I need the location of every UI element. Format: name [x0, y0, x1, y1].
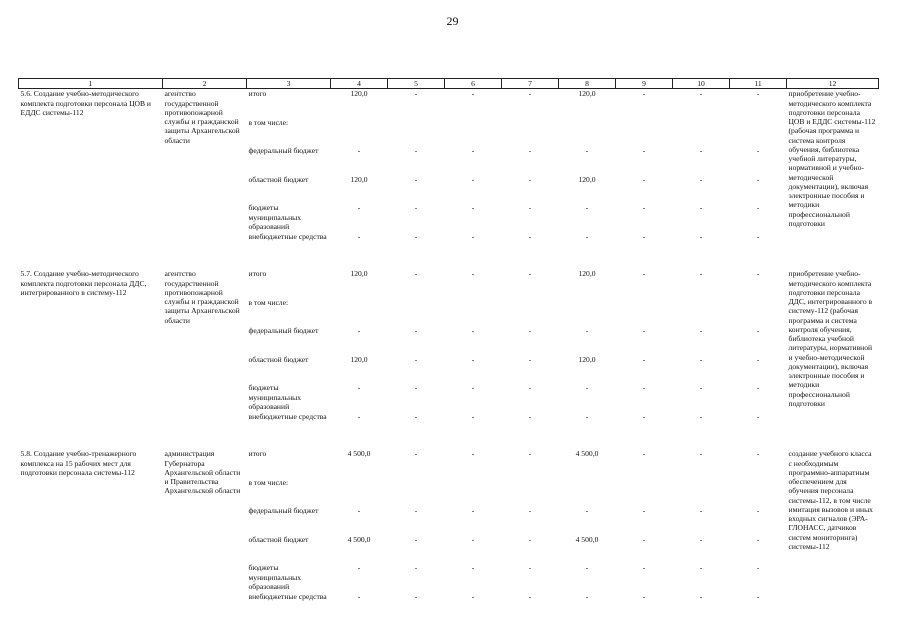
- amount-cell: -: [642, 89, 646, 99]
- amount-cell: -: [585, 326, 589, 336]
- amount-cell: -: [528, 354, 532, 364]
- amount-cell: 4 500,0: [575, 534, 599, 544]
- amount-cell: -: [699, 146, 703, 156]
- amount-cell: -: [585, 383, 589, 393]
- value-column-8: [559, 269, 616, 440]
- amount-cell: -: [699, 534, 703, 544]
- amount-cell: -: [699, 203, 703, 213]
- amount-cell: -: [471, 449, 475, 459]
- amount-cell: -: [471, 203, 475, 213]
- amount-cell: -: [414, 89, 418, 99]
- value-column-10: [673, 269, 730, 440]
- amount-cell: -: [471, 269, 475, 279]
- amount-cell: -: [699, 326, 703, 336]
- amount-cell: [333, 298, 386, 327]
- amount-cell: -: [528, 326, 532, 336]
- value-column-9: [616, 449, 673, 620]
- funding-source-label: итого: [248, 449, 267, 459]
- amount-cell: -: [699, 506, 703, 516]
- value-column-9: [616, 269, 673, 440]
- column-number-row: [19, 79, 879, 89]
- amount-cell: -: [756, 231, 760, 241]
- row-spacer: [19, 260, 879, 269]
- amount-cell: 4 500,0: [575, 449, 599, 459]
- value-column-4: [331, 89, 388, 261]
- amount-cell: -: [414, 383, 418, 393]
- program-table: [18, 78, 879, 620]
- amount-cell: -: [756, 449, 760, 459]
- amount-cell: [504, 298, 557, 327]
- amount-cell: -: [414, 354, 418, 364]
- amount-cell: -: [756, 411, 760, 421]
- amount-cell: -: [414, 449, 418, 459]
- amount-cell: [504, 118, 557, 147]
- row-spacer: [19, 440, 879, 449]
- responsible-agency: администрация Губернатора Архангельской области и Правительства Архангельской области: [164, 449, 241, 496]
- value-column-8: [559, 89, 616, 261]
- amount-cell: -: [414, 326, 418, 336]
- column-number-6: 6: [445, 79, 502, 89]
- amount-cell: -: [642, 563, 646, 573]
- amount-cell: -: [357, 563, 361, 573]
- amount-cell: -: [357, 231, 361, 241]
- amount-cell: -: [699, 89, 703, 99]
- amount-cell: -: [414, 563, 418, 573]
- amount-cell: 4 500,0: [347, 449, 371, 459]
- amount-cell: -: [414, 411, 418, 421]
- amount-cell: -: [756, 354, 760, 364]
- value-column-9: [616, 89, 673, 261]
- amount-cell: [618, 298, 671, 327]
- value-column-5: [388, 449, 445, 620]
- activity-name: 5.7. Создание учебно-методического комплекта подготовки персонала ДДС, интегрированного в систему-112: [20, 269, 147, 297]
- funding-source-label: бюджеты муниципальных образований: [248, 383, 302, 411]
- amount-cell: [732, 118, 785, 147]
- amount-cell: -: [414, 591, 418, 601]
- funding-source-label: областной бюджет: [248, 174, 309, 184]
- amount-cell: 120,0: [350, 269, 368, 279]
- value-column-6: [445, 89, 502, 261]
- amount-cell: -: [642, 506, 646, 516]
- amount-cell: -: [642, 383, 646, 393]
- amount-cell: [390, 118, 443, 147]
- funding-source-label: бюджеты муниципальных образований: [248, 563, 302, 591]
- amount-cell: -: [585, 411, 589, 421]
- amount-cell: [675, 118, 728, 147]
- amount-cell: [561, 478, 614, 507]
- amount-cell: -: [528, 506, 532, 516]
- amount-cell: -: [528, 383, 532, 393]
- amount-cell: -: [642, 269, 646, 279]
- amount-cell: -: [642, 591, 646, 601]
- amount-cell: -: [642, 146, 646, 156]
- activity-name: 5.8. Создание учебно-тренажерного комплекса на 15 рабочих мест для подготовки персонала системы-112: [20, 449, 137, 477]
- funding-source-label: федеральный бюджет: [248, 146, 319, 156]
- value-column-4: [331, 269, 388, 440]
- column-number-11: 11: [730, 79, 787, 89]
- amount-cell: -: [471, 354, 475, 364]
- funding-source-label: итого: [248, 89, 267, 99]
- amount-cell: -: [471, 326, 475, 336]
- amount-cell: -: [528, 146, 532, 156]
- responsible-agency: агентство государственной противопожарной службы и гражданской защиты Архангельской области: [164, 89, 240, 145]
- responsible-agency: агентство государственной противопожарной службы и гражданской защиты Архангельской области: [164, 269, 240, 325]
- amount-cell: -: [642, 411, 646, 421]
- expected-result: создание учебного класса с необходимым программно-аппаратным обеспечением для обучения персонала системы-112, в том числе имитация вызовов и иных входных сигналов (ЭРА-ГЛОНАСС, датчиков систем мониторинга) системы-112: [788, 449, 873, 551]
- column-number-4: 4: [331, 79, 388, 89]
- funding-source-label: федеральный бюджет: [248, 326, 319, 336]
- column-number-5: 5: [388, 79, 445, 89]
- funding-source-label: областной бюджет: [248, 534, 309, 544]
- amount-cell: -: [414, 231, 418, 241]
- amount-cell: -: [699, 269, 703, 279]
- amount-cell: [447, 298, 500, 327]
- amount-cell: -: [585, 563, 589, 573]
- column-number-9: 9: [616, 79, 673, 89]
- amount-cell: 120,0: [578, 174, 596, 184]
- amount-cell: -: [357, 591, 361, 601]
- amount-cell: -: [414, 174, 418, 184]
- funding-source-label: бюджеты муниципальных образований: [248, 203, 302, 231]
- amount-cell: -: [642, 449, 646, 459]
- amount-cell: -: [585, 146, 589, 156]
- amount-cell: -: [471, 506, 475, 516]
- value-column-4: [331, 449, 388, 620]
- amount-cell: -: [699, 174, 703, 184]
- amount-cell: -: [528, 411, 532, 421]
- amount-cell: [675, 298, 728, 327]
- amount-cell: -: [756, 534, 760, 544]
- amount-cell: -: [699, 354, 703, 364]
- amount-cell: -: [642, 174, 646, 184]
- value-column-8: [559, 449, 616, 620]
- program-row: [19, 89, 879, 261]
- amount-cell: [618, 478, 671, 507]
- amount-cell: -: [528, 174, 532, 184]
- amount-cell: -: [756, 269, 760, 279]
- amount-cell: 120,0: [350, 354, 368, 364]
- amount-cell: -: [471, 231, 475, 241]
- amount-cell: [561, 298, 614, 327]
- amount-cell: 120,0: [578, 269, 596, 279]
- amount-cell: -: [528, 203, 532, 213]
- funding-source-list: [247, 89, 331, 261]
- amount-cell: -: [471, 563, 475, 573]
- amount-cell: -: [528, 89, 532, 99]
- value-column-11: [730, 449, 787, 620]
- page-number: 29: [446, 14, 459, 28]
- amount-cell: -: [756, 203, 760, 213]
- funding-source-label: в том числе:: [248, 297, 289, 307]
- amount-cell: -: [756, 506, 760, 516]
- amount-cell: -: [756, 146, 760, 156]
- column-number-7: 7: [502, 79, 559, 89]
- value-column-5: [388, 269, 445, 440]
- amount-cell: 120,0: [350, 89, 368, 99]
- amount-cell: [732, 478, 785, 507]
- value-column-10: [673, 89, 730, 261]
- amount-cell: -: [528, 231, 532, 241]
- row-spacer-cell: [19, 260, 879, 269]
- amount-cell: [732, 298, 785, 327]
- column-number-2: 2: [163, 79, 247, 89]
- value-column-11: [730, 269, 787, 440]
- amount-cell: -: [414, 269, 418, 279]
- amount-cell: -: [642, 231, 646, 241]
- amount-cell: [561, 118, 614, 147]
- amount-cell: -: [471, 146, 475, 156]
- activity-name: 5.6. Создание учебно-методического комплекта подготовки персонала ЦОВ и ЕДДС системы-112: [20, 89, 151, 117]
- row-spacer-cell: [19, 440, 879, 449]
- amount-cell: [333, 478, 386, 507]
- column-number-12: 12: [787, 79, 879, 89]
- value-column-7: [502, 449, 559, 620]
- amount-cell: [618, 118, 671, 147]
- expected-result: приобретение учебно-методического комплекта подготовки персонала ЦОВ и ЕДДС системы-112 (рабочая программа и система контроля обучения, библиотека учебной литературы, нормативной и учебно-методической документации), включая электронные пособия и методики профессиональной подготовки: [788, 89, 876, 228]
- amount-cell: -: [756, 326, 760, 336]
- amount-cell: -: [357, 411, 361, 421]
- amount-cell: -: [528, 534, 532, 544]
- column-number-8: 8: [559, 79, 616, 89]
- amount-cell: -: [357, 383, 361, 393]
- column-number-10: 10: [673, 79, 730, 89]
- amount-cell: -: [414, 203, 418, 213]
- amount-cell: -: [642, 326, 646, 336]
- value-column-6: [445, 449, 502, 620]
- value-column-7: [502, 89, 559, 261]
- amount-cell: [447, 118, 500, 147]
- amount-cell: -: [528, 269, 532, 279]
- amount-cell: -: [642, 354, 646, 364]
- amount-cell: -: [357, 146, 361, 156]
- funding-source-label: в том числе:: [248, 117, 289, 127]
- program-row: [19, 449, 879, 620]
- amount-cell: -: [699, 411, 703, 421]
- program-row: [19, 269, 879, 440]
- amount-cell: -: [414, 146, 418, 156]
- column-number-3: 3: [247, 79, 331, 89]
- funding-source-list: [247, 449, 331, 620]
- amount-cell: -: [756, 89, 760, 99]
- funding-source-label: внебюджетные средства: [248, 411, 327, 421]
- amount-cell: -: [357, 203, 361, 213]
- funding-source-list: [247, 269, 331, 440]
- amount-cell: 120,0: [578, 354, 596, 364]
- amount-cell: -: [585, 591, 589, 601]
- amount-cell: 120,0: [350, 174, 368, 184]
- amount-cell: -: [585, 506, 589, 516]
- amount-cell: -: [471, 591, 475, 601]
- amount-cell: -: [528, 449, 532, 459]
- value-column-6: [445, 269, 502, 440]
- amount-cell: -: [699, 591, 703, 601]
- amount-cell: [390, 298, 443, 327]
- amount-cell: -: [357, 326, 361, 336]
- amount-cell: [504, 478, 557, 507]
- amount-cell: -: [357, 506, 361, 516]
- value-column-11: [730, 89, 787, 261]
- amount-cell: [675, 478, 728, 507]
- amount-cell: -: [699, 231, 703, 241]
- funding-source-label: федеральный бюджет: [248, 506, 319, 516]
- value-column-10: [673, 449, 730, 620]
- amount-cell: -: [471, 174, 475, 184]
- funding-source-label: итого: [248, 269, 267, 279]
- amount-cell: -: [528, 591, 532, 601]
- funding-source-label: внебюджетные средства: [248, 231, 327, 241]
- funding-source-label: областной бюджет: [248, 354, 309, 364]
- amount-cell: -: [471, 383, 475, 393]
- expected-result: приобретение учебно-методического комплекта подготовки персонала ДДС, интегрированного в систему-112 (рабочая программа и система контроля обучения, библиотека учебной литературы, нормативной и учебно-методической документации), включая электронные пособия и методики профессиональной подготовки: [788, 269, 873, 408]
- amount-cell: 4 500,0: [347, 534, 371, 544]
- amount-cell: -: [756, 174, 760, 184]
- funding-source-label: в том числе:: [248, 477, 289, 487]
- amount-cell: -: [585, 231, 589, 241]
- amount-cell: -: [642, 534, 646, 544]
- amount-cell: -: [585, 203, 589, 213]
- amount-cell: [447, 478, 500, 507]
- amount-cell: 120,0: [578, 89, 596, 99]
- amount-cell: -: [642, 203, 646, 213]
- value-column-5: [388, 89, 445, 261]
- value-column-7: [502, 269, 559, 440]
- amount-cell: -: [699, 383, 703, 393]
- amount-cell: -: [756, 591, 760, 601]
- amount-cell: -: [414, 534, 418, 544]
- amount-cell: -: [471, 89, 475, 99]
- amount-cell: -: [471, 534, 475, 544]
- amount-cell: -: [699, 449, 703, 459]
- column-number-1: 1: [19, 79, 163, 89]
- amount-cell: [390, 478, 443, 507]
- amount-cell: -: [471, 411, 475, 421]
- funding-source-label: внебюджетные средства: [248, 591, 327, 601]
- amount-cell: -: [414, 506, 418, 516]
- amount-cell: -: [756, 383, 760, 393]
- amount-cell: -: [756, 563, 760, 573]
- amount-cell: -: [528, 563, 532, 573]
- amount-cell: [333, 118, 386, 147]
- amount-cell: -: [699, 563, 703, 573]
